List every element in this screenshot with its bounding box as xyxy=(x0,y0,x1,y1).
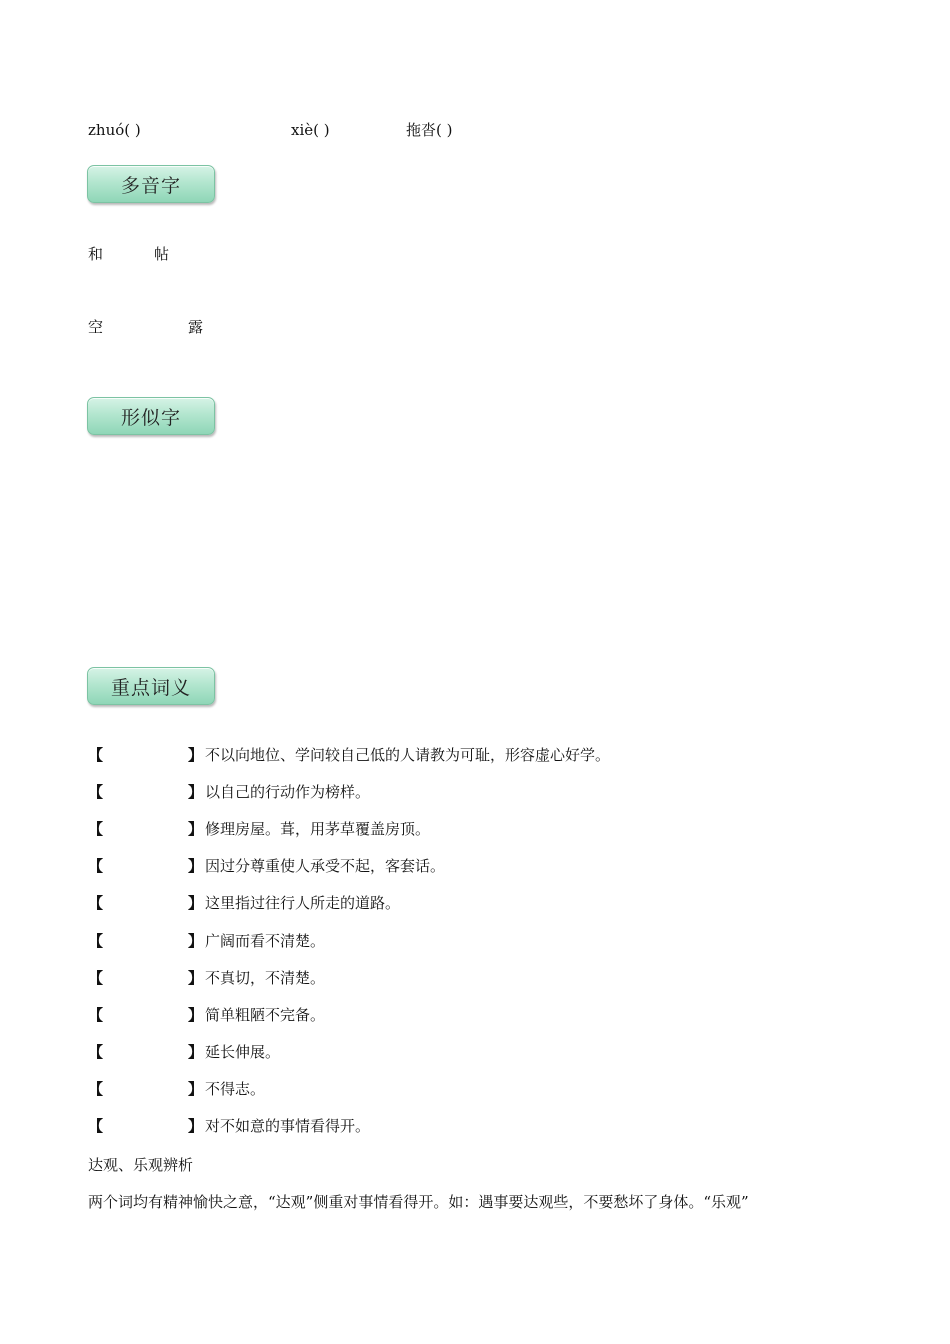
right-bracket: 】 xyxy=(188,1080,204,1098)
left-bracket: 【 xyxy=(88,746,104,764)
pinyin-item-1: zhuó( ) xyxy=(88,121,141,139)
left-bracket: 【 xyxy=(88,1043,104,1061)
pinyin-item-2: xiè( ) xyxy=(291,121,330,139)
section-header-key-words: 重点词义 xyxy=(87,667,215,705)
definition-text: 不真切，不清楚。 xyxy=(205,969,326,987)
definition-text: 这里指过往行人所走的道路。 xyxy=(205,894,401,912)
right-bracket: 】 xyxy=(188,1006,204,1024)
polyphonic-char: 空 xyxy=(88,318,104,336)
definition-text: 对不如意的事情看得开。 xyxy=(205,1117,371,1135)
right-bracket: 】 xyxy=(188,969,204,987)
definition-text: 延长伸展。 xyxy=(205,1043,281,1061)
left-bracket: 【 xyxy=(88,1117,104,1135)
analysis-title: 达观、乐观辨析 xyxy=(88,1156,194,1174)
definition-text: 不以向地位、学问较自己低的人请教为可耻，形容虚心好学。 xyxy=(205,746,611,764)
definition-text: 不得志。 xyxy=(205,1080,266,1098)
section-header-polyphonic: 多音字 xyxy=(87,165,215,203)
right-bracket: 】 xyxy=(188,783,204,801)
definition-text: 修理房屋。葺，用茅草覆盖房顶。 xyxy=(205,820,431,838)
right-bracket: 】 xyxy=(188,820,204,838)
left-bracket: 【 xyxy=(88,820,104,838)
polyphonic-char: 和 xyxy=(88,245,104,263)
polyphonic-char: 露 xyxy=(188,318,204,336)
analysis-body: 两个词均有精神愉快之意，“达观”侧重对事情看得开。如：遇事要达观些，不要愁坏了身体。“乐观” xyxy=(88,1193,749,1211)
right-bracket: 】 xyxy=(188,857,204,875)
left-bracket: 【 xyxy=(88,783,104,801)
definition-text: 以自己的行动作为榜样。 xyxy=(205,783,371,801)
right-bracket: 】 xyxy=(188,1117,204,1135)
left-bracket: 【 xyxy=(88,969,104,987)
left-bracket: 【 xyxy=(88,857,104,875)
polyphonic-char: 帖 xyxy=(154,245,170,263)
right-bracket: 】 xyxy=(188,894,204,912)
section-header-similar-chars: 形似字 xyxy=(87,397,215,435)
definition-text: 简单粗陋不完备。 xyxy=(205,1006,326,1024)
left-bracket: 【 xyxy=(88,1080,104,1098)
left-bracket: 【 xyxy=(88,932,104,950)
left-bracket: 【 xyxy=(88,1006,104,1024)
right-bracket: 】 xyxy=(188,932,204,950)
definition-text: 因过分尊重使人承受不起，客套话。 xyxy=(205,857,446,875)
right-bracket: 】 xyxy=(188,746,204,764)
right-bracket: 】 xyxy=(188,1043,204,1061)
left-bracket: 【 xyxy=(88,894,104,912)
definition-text: 广阔而看不清楚。 xyxy=(205,932,326,950)
pinyin-item-3: 拖沓( ) xyxy=(406,121,453,139)
